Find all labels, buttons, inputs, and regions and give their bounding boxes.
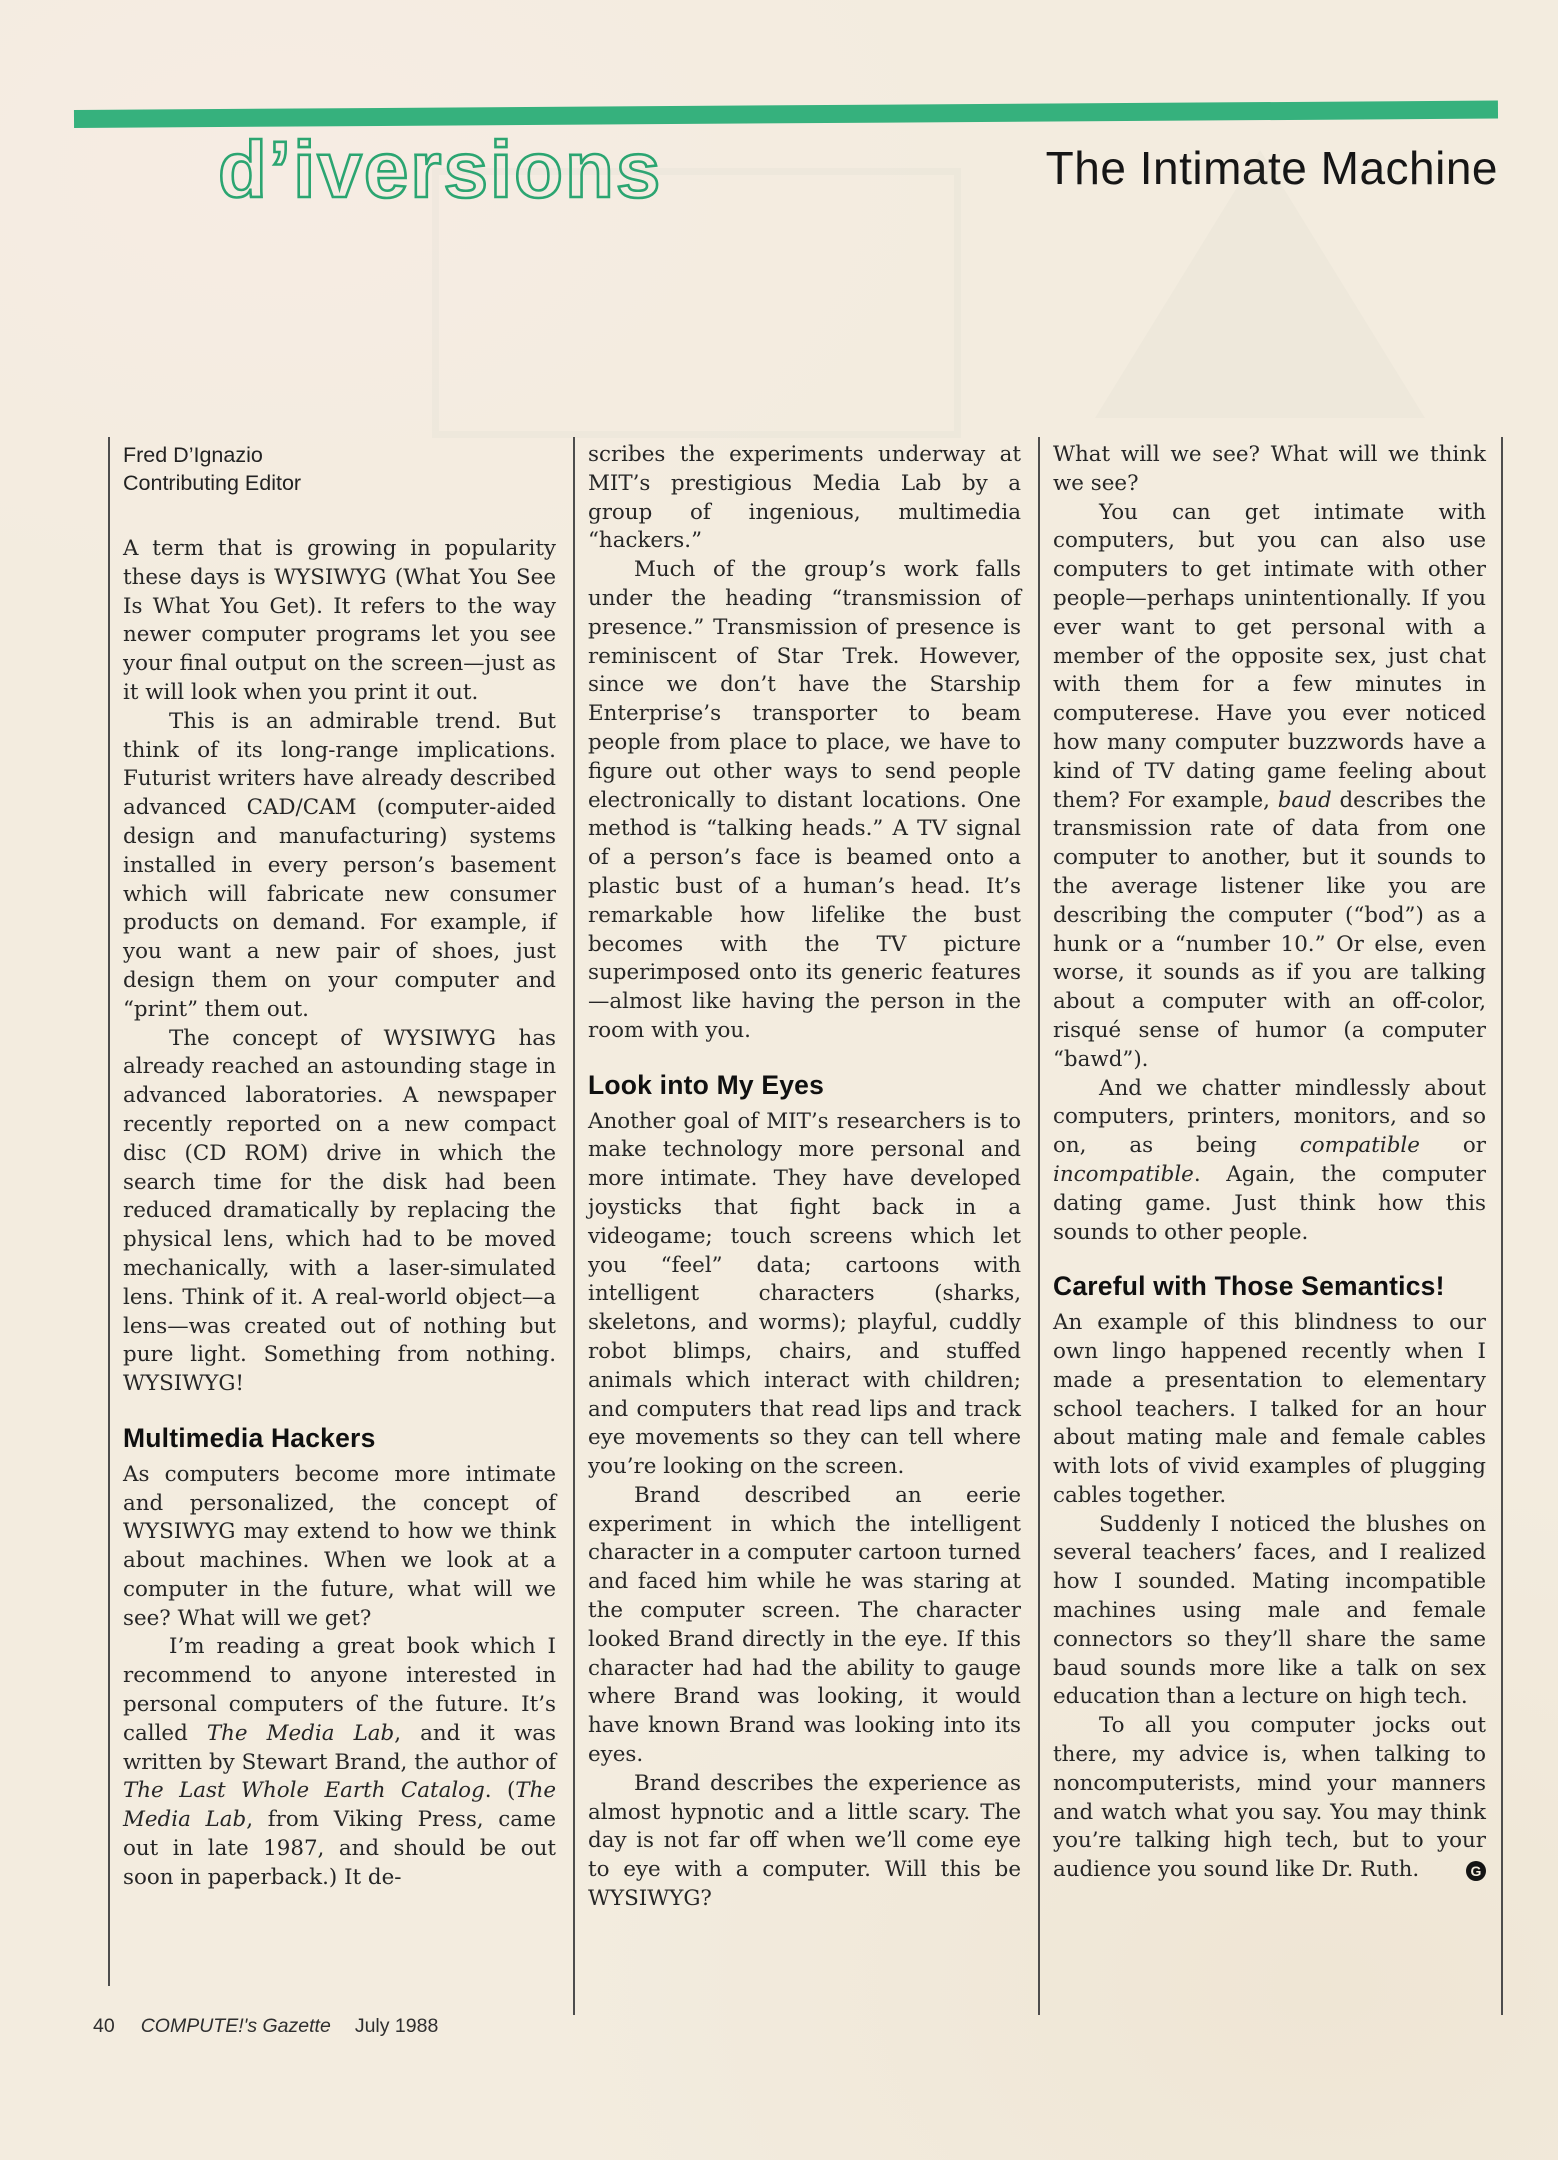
issue-date: July 1988: [354, 2015, 439, 2037]
body-text: What will we see? What will we think we see?: [1053, 442, 1486, 496]
article-paragraph: [1053, 1511, 1486, 1713]
bleed-through-triangle: [1095, 150, 1425, 418]
body-text: , and it was written by Stewart Brand, the author of: [123, 1720, 556, 1775]
article-paragraph: [1053, 441, 1486, 499]
article-paragraph: [1053, 1309, 1486, 1511]
italic-text: The Media Lab: [123, 1778, 556, 1833]
article-paragraph: [123, 1025, 556, 1399]
column-rule-left: [108, 437, 110, 1986]
section-heading: Multimedia Hackers: [123, 1422, 376, 1453]
body-text: Brand describes the experience as almost hypnotic and a little scary. The day is not far off when we’ll come eye to eye with a computer. Will this be WYSIWYG?: [588, 1770, 1021, 1912]
article-paragraph: [1053, 1075, 1486, 1248]
column-rule-mid1: [573, 437, 575, 2015]
article-paragraph: [1053, 1712, 1486, 1885]
body-text: The concept of WYSIWYG has already reached an astounding stage in advanced laboratories. A newspaper recently reported on a new compact disc (CD ROM) drive in which the search time for the disk had been reduced dramatically by replacing the physical lens, which had to be moved mechanically, with a laser-simulated lens. Think of it. A real-world object—a lens—was created out of nothing but pure light. Something from nothing. WYSIWYG!: [123, 1025, 556, 1397]
body-text: or: [1419, 1133, 1486, 1159]
body-text: An example of this blindness to our own lingo happened recently when I made a presentation to elementary school teachers. I talked for an hour about mating male and female cables with lots of vivid examples of plugging cables together.: [1053, 1310, 1486, 1508]
body-text: As computers become more intimate and personalized, the concept of WYSIWYG may extend to how we think about machines. When we look at a computer in the future, what will we see? What will we get?: [123, 1461, 556, 1631]
bleed-through-rectangle: [432, 168, 961, 438]
body-text: You can get intimate with computers, but you can also use computers to get intimate with other people—perhaps unintentionally. If you ever want to get personal with a member of the opposite sex, just chat with them for a few minutes in computerese. Have you ever noticed how many computer buzzwords have a kind of TV dating game feeling about them? For example,: [1053, 499, 1486, 813]
column-logo: d’iversions: [218, 125, 663, 214]
body-text: And we chatter mindlessly about computers, printers, monitors, and so on, as being: [1053, 1075, 1486, 1159]
magazine-name: COMPUTE!'s Gazette: [140, 2015, 331, 2037]
byline: [123, 441, 556, 497]
body-text: Brand described an eerie experiment in which the intelligent character in a computer cartoon turned and faced him while he was staring at the computer screen. The character looked Brand directly in the eye. If this character had had the ability to gauge where Brand was looking, it would have known Brand was looking into its eyes.: [588, 1482, 1021, 1768]
article-title: The Intimate Machine: [1045, 142, 1498, 194]
article-paragraph: [588, 1108, 1021, 1482]
body-text: Much of the group’s work falls under the heading “transmission of presence.” Transmission of presence is reminiscent of Star Trek. However, since we don’t have the Starship Enterprise’s transporter to beam people from place to place, we have to figure out other ways to send people electronically to distant locations. One method is “talking heads.” A TV signal of a person’s face is beamed onto a plastic bust of a human’s head. It’s remarkable how lifelike the bust becomes with the TV picture superimposed onto its generic features—almost like having the person in the room with you.: [588, 557, 1021, 1043]
body-text: . Again, the computer dating game. Just think how this sounds to other people.: [1053, 1161, 1486, 1245]
body-text: Suddenly I noticed the blushes on several teachers’ faces, and I realized how I sounded. Mating incompatible machines using male and female connectors so they’ll share the same baud sounds more like a talk on sex education than a lecture on high tech.: [1053, 1511, 1486, 1710]
body-text: , from Viking Press, came out in late 1987, and should be out soon in paperback.) It de-: [123, 1807, 556, 1890]
column-rule-mid2: [1038, 437, 1040, 2015]
page-footer: [93, 2015, 438, 2038]
section-heading: Look into My Eyes: [588, 1069, 825, 1100]
body-text: Another goal of MIT’s researchers is to make technology more personal and more intimate. They have developed joysticks that fight back in a videogame; touch screens which let you “feel” data; cartoons with intelligent characters (sharks, skeletons, and worms); playful, cuddly robot blimps, chairs, and stuffed animals which interact with children; and computers that read lips and track eye movements so they can tell where you’re looking on the screen.: [588, 1108, 1021, 1480]
italic-text: The Media Lab: [206, 1720, 395, 1746]
body-text: I’m reading a great book which I recommend to anyone interested in personal computers of the future. It’s called: [123, 1634, 556, 1746]
section-heading: Careful with Those Semantics!: [1053, 1271, 1445, 1302]
body-text: scribes the experiments underway at MIT’s prestigious Media Lab by a group of ingenious, multimedia “hackers.”: [588, 442, 1021, 554]
article-column-3: [1053, 441, 1486, 1885]
article-paragraph: [123, 1461, 556, 1634]
article-paragraph: [123, 535, 556, 708]
italic-text: The Last Whole Earth Catalog: [123, 1778, 485, 1804]
body-text: A term that is growing in popularity these days is WYSIWYG (What You See Is What You Get). It refers to the way newer computer programs let you see your final output on the screen—just as it will look when you print it out.: [123, 536, 556, 705]
body-text: To all you computer jocks out there, my advice is, when talking to noncomputerists, mind your manners and watch what you say. You may think you’re talking high tech, but to your audience you sound like Dr. Ruth.: [1053, 1713, 1486, 1883]
body-text: describes the transmission rate of data from one computer to another, but it sounds to the average listener like you are describing the computer (“bod”) as a hunk or a “number 10.” Or else, even worse, it sounds as if you are talking about a computer with an off-color, risqué sense of humor (a computer “bawd”).: [1053, 787, 1486, 1072]
article-paragraph: [588, 1770, 1021, 1914]
article-paragraph: [123, 708, 556, 1025]
byline-author: Fred D’Ignazio: [123, 443, 263, 467]
body-text: This is an admirable trend. But think of its long-range implications. Futurist writers have already described advanced CAD/CAM (computer-aided design and manufacturing) systems installed in every person’s basement which will fabricate new consumer products on demand. For example, if you want a new pair of shoes, just design them on your computer and “print” them out.: [123, 708, 556, 1022]
article-column-2: [588, 441, 1021, 1914]
italic-text: compatible: [1299, 1133, 1420, 1159]
end-of-article-mark: G: [1466, 1861, 1486, 1881]
article-paragraph: [1053, 499, 1486, 1075]
column-rule-right: [1501, 437, 1503, 2015]
article-paragraph: [123, 1633, 556, 1892]
article-column-1: [123, 441, 556, 1893]
italic-text: baud: [1277, 787, 1332, 813]
article-paragraph: [588, 441, 1021, 556]
page-number: 40: [93, 2015, 115, 2037]
italic-text: incompatible: [1053, 1161, 1194, 1187]
article-paragraph: [588, 1482, 1021, 1770]
article-paragraph: [588, 556, 1021, 1046]
body-text: . (: [484, 1778, 516, 1804]
byline-role: Contributing Editor: [123, 471, 302, 495]
